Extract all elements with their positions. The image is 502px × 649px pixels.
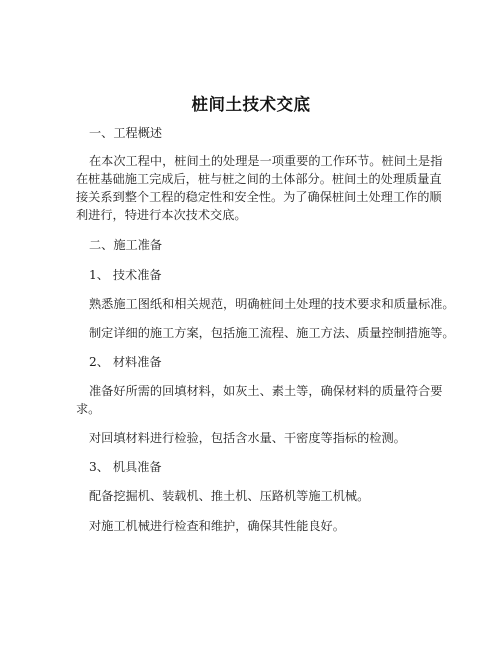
overview-line-4: 利进行，特进行本次技术交底。 [76, 208, 247, 222]
subheading-material: 2、 材料准备 [89, 355, 162, 369]
overview-line-1: 在本次工程中，桩间土的处理是一项重要的工作环节。桩间土是指 [89, 154, 443, 168]
equipment-paragraph-2: 对施工机械进行检查和维护，确保其性能良好。 [89, 519, 345, 533]
section-heading-prep: 二、施工准备 [89, 238, 163, 252]
equipment-paragraph-1: 配备挖掘机、装载机、推土机、压路机等施工机械。 [89, 489, 370, 503]
material-paragraph-1-line-1: 准备好所需的回填材料，如灰土、素土等，确保材料的质量符合要 [89, 384, 443, 398]
tech-paragraph-2: 制定详细的施工方案，包括施工流程、施工方法、质量控制措施等。 [89, 326, 455, 340]
tech-paragraph-1: 熟悉施工图纸和相关规范，明确桩间土处理的技术要求和质量标准。 [89, 297, 455, 311]
overview-line-2: 在桩基础施工完成后，桩与桩之间的土体部分。桩间土的处理质量直 [76, 172, 442, 186]
document-title: 桩间土技术交底 [191, 95, 311, 114]
subheading-equipment: 3、 机具准备 [89, 460, 162, 474]
subheading-tech: 1、 技术准备 [89, 268, 162, 282]
overview-line-3: 接关系到整个工程的稳定性和安全性。为了确保桩间土处理工作的顺 [76, 190, 442, 204]
section-heading-overview: 一、工程概述 [89, 126, 163, 140]
material-paragraph-2: 对回填材料进行检验，包括含水量、干密度等指标的检测。 [89, 431, 406, 445]
material-paragraph-1-line-2: 求。 [76, 402, 101, 416]
